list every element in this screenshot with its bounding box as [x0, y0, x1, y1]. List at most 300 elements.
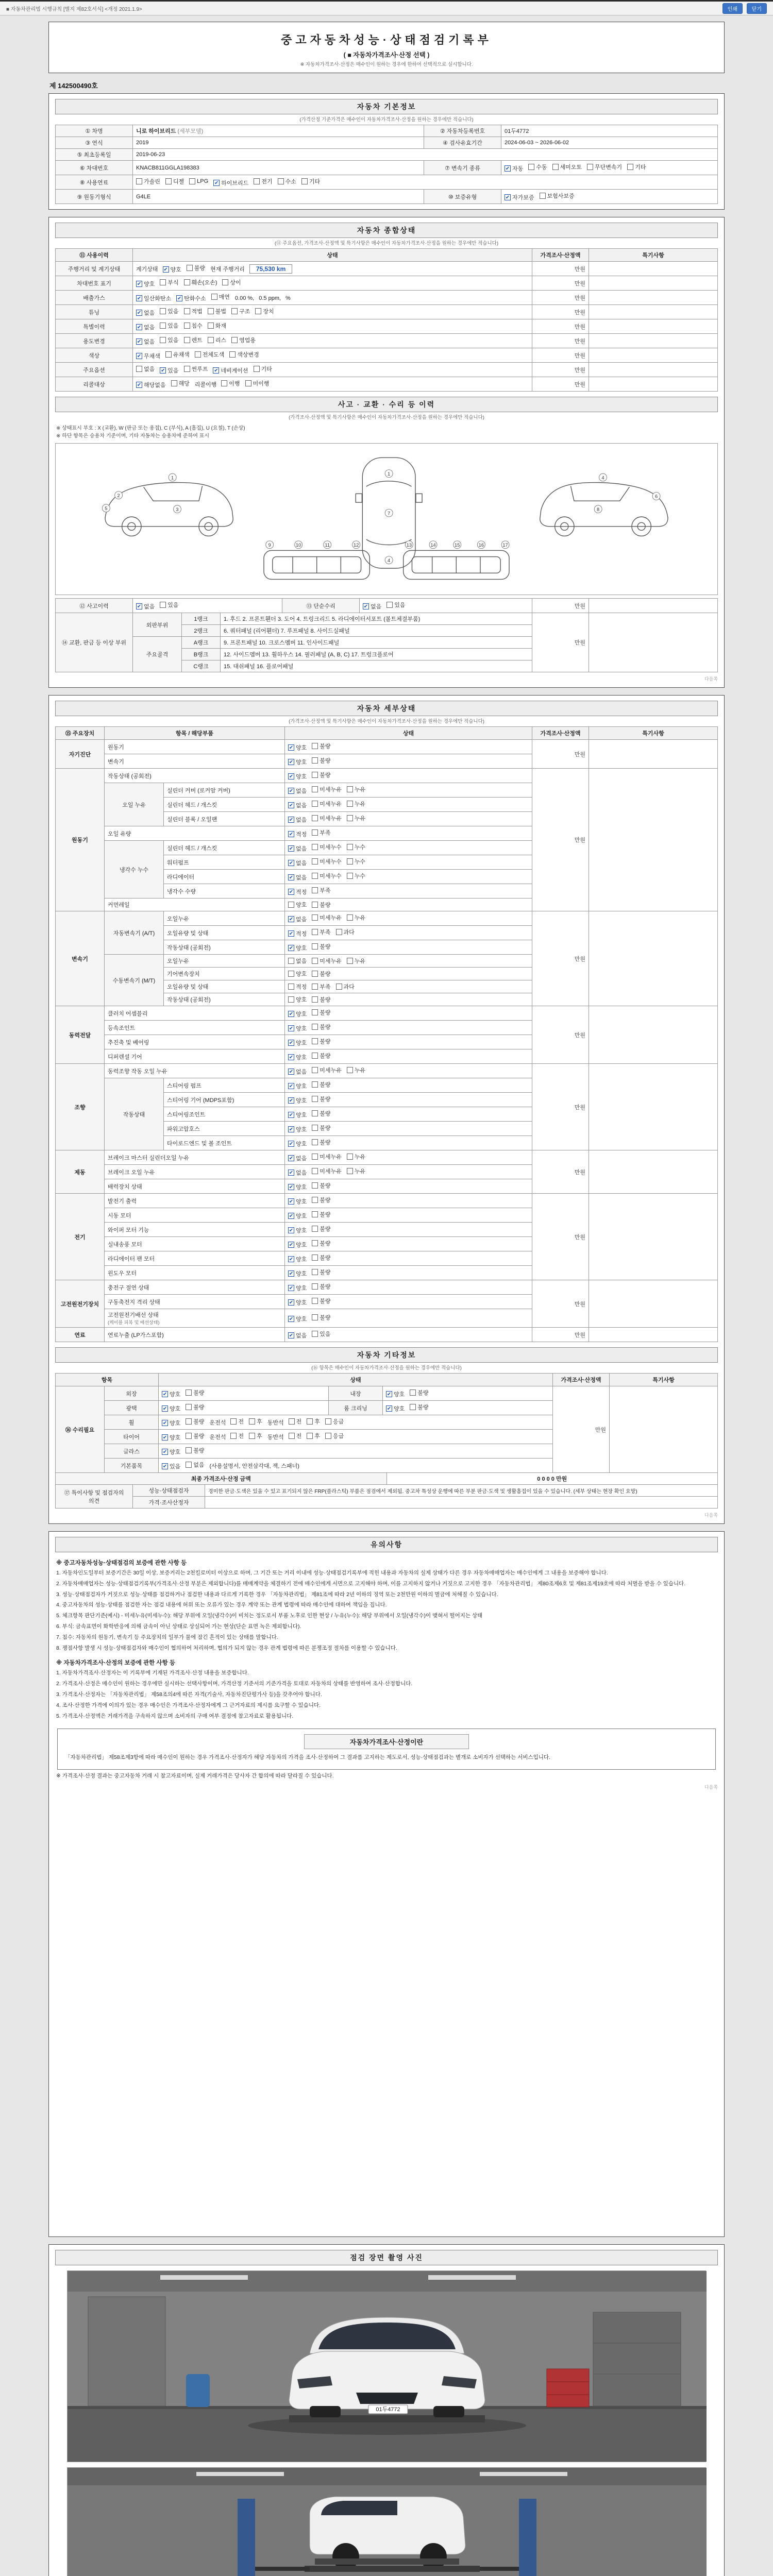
- status-cell: [285, 1295, 532, 1309]
- checkbox-option[interactable]: [312, 901, 330, 909]
- checkbox-option[interactable]: [347, 814, 365, 822]
- checkbox-icon: [386, 602, 393, 608]
- basic-info-section: [48, 93, 725, 210]
- checkbox-option[interactable]: [312, 857, 342, 866]
- checkbox-option[interactable]: [288, 830, 307, 838]
- checkbox-option[interactable]: [288, 1183, 307, 1191]
- checkbox-option[interactable]: [288, 1024, 307, 1032]
- table-row: [56, 149, 718, 161]
- checkbox-option[interactable]: [231, 307, 250, 315]
- table-header-row: [56, 1374, 718, 1386]
- remark-cell: [589, 769, 718, 911]
- checkbox-option[interactable]: [254, 177, 272, 185]
- checkbox-option[interactable]: [230, 1432, 244, 1440]
- checkbox-option[interactable]: [552, 163, 582, 171]
- checkbox-option[interactable]: [288, 859, 307, 867]
- checkbox-option[interactable]: [312, 1196, 330, 1204]
- checkbox-option[interactable]: [288, 816, 307, 824]
- checkbox-label: 양호: [296, 745, 307, 751]
- mileage-value: 75,530 km: [249, 264, 292, 274]
- status-cell: [133, 319, 532, 334]
- checkbox-option[interactable]: [288, 1241, 307, 1249]
- checkbox-label: 없음: [296, 846, 307, 852]
- checkbox-option[interactable]: [312, 1124, 330, 1132]
- checkbox-option[interactable]: [288, 995, 307, 1004]
- checkbox-option[interactable]: [312, 800, 342, 808]
- status-cell: [285, 1280, 532, 1295]
- first-reg-label: ⑤ 최초등록일: [56, 149, 133, 161]
- checkbox-option[interactable]: [386, 1390, 405, 1398]
- checkbox-option[interactable]: [288, 1212, 307, 1220]
- warranty-options: [501, 190, 718, 204]
- checkbox-icon: ✔: [137, 310, 142, 316]
- checkbox-icon: [312, 844, 318, 850]
- checkbox-label: 후: [314, 1433, 320, 1439]
- checkbox-option[interactable]: [312, 1210, 330, 1218]
- checkbox-option[interactable]: [312, 1153, 342, 1161]
- checkbox-icon: [255, 308, 261, 314]
- table-row: [56, 319, 718, 334]
- checkbox-option[interactable]: [301, 177, 320, 185]
- device-subgroup-label: 작동상태: [105, 1078, 164, 1150]
- checkbox-option[interactable]: [288, 873, 307, 882]
- checkbox-option[interactable]: [386, 601, 405, 609]
- checkbox-option[interactable]: [312, 942, 330, 951]
- checkbox-option[interactable]: [288, 1039, 307, 1047]
- checkbox-option[interactable]: [312, 957, 342, 965]
- status-cell: [285, 1150, 532, 1165]
- checkbox-label: 있음: [167, 602, 179, 608]
- checkbox-option[interactable]: [229, 350, 259, 359]
- checkbox-option[interactable]: [213, 366, 248, 375]
- section-title-notice: 유의사항: [55, 1537, 718, 1552]
- checkbox-option[interactable]: [136, 352, 160, 360]
- checkbox-option[interactable]: [288, 944, 307, 952]
- checkbox-option[interactable]: [312, 1095, 330, 1103]
- status-cell: [133, 305, 532, 319]
- checkbox-option[interactable]: [363, 602, 381, 611]
- notice-item: 8. 쟁점사항 발생 시 성능·상태점검자와 매수인이 협의하여 처리하며, 협의가 되지 않는 경우 관계 법령에 따른 분쟁조정 절차를 이용할 수 있습니다.: [56, 1645, 397, 1651]
- status-cell: [133, 334, 532, 348]
- checkbox-label: 양호: [296, 1055, 307, 1061]
- checkbox-option[interactable]: [347, 800, 365, 808]
- checkbox-label: 부족: [320, 888, 331, 894]
- checkbox-option[interactable]: [136, 337, 155, 346]
- checkbox-option[interactable]: [386, 1404, 405, 1413]
- checkbox-option[interactable]: [288, 1226, 307, 1234]
- checkbox-option[interactable]: [347, 913, 365, 922]
- checkbox-option[interactable]: [288, 982, 307, 991]
- checkbox-option[interactable]: [288, 1255, 307, 1263]
- device-item-label: 스티어링 기어 (MDPS포함): [164, 1093, 285, 1107]
- checkbox-option[interactable]: [312, 1167, 342, 1175]
- checkbox-option[interactable]: [136, 602, 155, 611]
- checkbox-option[interactable]: [278, 177, 296, 185]
- checkbox-option[interactable]: [288, 1154, 307, 1162]
- device-group-label: 전기: [56, 1194, 105, 1280]
- checkbox-option[interactable]: [325, 1417, 344, 1426]
- checkbox-label: 불량: [320, 1053, 331, 1059]
- checkbox-option[interactable]: [189, 178, 208, 184]
- checkbox-option[interactable]: [540, 192, 575, 200]
- checkbox-option[interactable]: [288, 1096, 307, 1105]
- checkbox-option[interactable]: [249, 1417, 262, 1426]
- checkbox-option[interactable]: [410, 1388, 428, 1397]
- checkbox-option[interactable]: [288, 1053, 307, 1061]
- checkbox-option[interactable]: [165, 177, 184, 185]
- checkbox-option[interactable]: [336, 928, 355, 936]
- checkbox-icon: [165, 178, 172, 184]
- checkbox-option[interactable]: [288, 1168, 307, 1177]
- checkbox-option[interactable]: [254, 365, 272, 373]
- overall-condition-table: [55, 248, 718, 392]
- checkbox-option[interactable]: [230, 1417, 244, 1426]
- usage-history-label: 주행거리 및 계기상태: [56, 262, 133, 276]
- checkbox-label: 부족: [320, 984, 331, 990]
- checkbox-label: 양호: [296, 1257, 307, 1263]
- checkbox-option[interactable]: [312, 1268, 330, 1276]
- checkbox-option[interactable]: [245, 379, 270, 387]
- checkbox-label: 응급: [332, 1433, 344, 1439]
- misc-item-label: 외장: [105, 1386, 159, 1401]
- checkbox-option[interactable]: [312, 1037, 330, 1045]
- checkbox-option[interactable]: [184, 278, 217, 286]
- checkbox-option[interactable]: [288, 1082, 307, 1090]
- checkbox-option[interactable]: [627, 163, 646, 171]
- checkbox-label: 자가보증: [512, 195, 534, 201]
- checkbox-option[interactable]: [187, 264, 205, 272]
- checkbox-option[interactable]: [347, 857, 365, 866]
- checkbox-option[interactable]: [312, 970, 330, 978]
- remark-cell: [589, 262, 718, 276]
- checkbox-option[interactable]: [289, 1417, 302, 1426]
- checkbox-option[interactable]: [160, 307, 178, 315]
- checkbox-label: 미세누유: [320, 1067, 342, 1074]
- checkbox-option[interactable]: [186, 1403, 204, 1411]
- checkbox-option[interactable]: [249, 1432, 262, 1440]
- checkbox-option[interactable]: [136, 280, 155, 288]
- checkbox-label: 미세누수: [320, 873, 342, 879]
- status-cell: [285, 1136, 532, 1150]
- checkbox-icon: [186, 1418, 192, 1425]
- usage-history-label: 차대번호 표기: [56, 276, 133, 291]
- checkbox-option[interactable]: [312, 886, 330, 894]
- checkbox-option[interactable]: [312, 1080, 330, 1089]
- checkbox-option[interactable]: [136, 381, 166, 389]
- checkbox-icon: [347, 801, 353, 807]
- checkbox-option[interactable]: [288, 844, 307, 853]
- checkbox-option[interactable]: [162, 1448, 180, 1456]
- checkbox-option[interactable]: [288, 1067, 307, 1076]
- checkbox-icon: [189, 178, 195, 184]
- checkbox-option[interactable]: [208, 307, 226, 315]
- checkbox-option[interactable]: [213, 179, 248, 187]
- remark-cell: [589, 348, 718, 363]
- checkbox-icon: [312, 1081, 318, 1088]
- print-button[interactable]: 인쇄: [722, 3, 743, 14]
- checkbox-option[interactable]: [312, 828, 330, 837]
- checkbox-icon: ✔: [162, 1420, 167, 1426]
- checkbox-option[interactable]: [160, 336, 178, 344]
- checkbox-icon: [249, 1433, 255, 1439]
- checkbox-option[interactable]: [288, 1140, 307, 1148]
- checkbox-option[interactable]: [312, 1008, 330, 1016]
- checkbox-label: 미이행: [253, 381, 270, 387]
- checkbox-option[interactable]: [162, 1433, 180, 1442]
- checkbox-icon: [312, 1240, 318, 1246]
- checkbox-option[interactable]: [312, 742, 330, 750]
- checkbox-option[interactable]: [288, 1284, 307, 1292]
- status-cell: [133, 291, 532, 305]
- checkbox-option[interactable]: [347, 1153, 365, 1161]
- checkbox-option[interactable]: [312, 1282, 330, 1291]
- checkbox-option[interactable]: [184, 307, 203, 315]
- checkbox-option[interactable]: [160, 601, 178, 609]
- checkbox-option[interactable]: [336, 982, 355, 991]
- checkbox-option[interactable]: [288, 1331, 307, 1340]
- checkbox-option[interactable]: [288, 1269, 307, 1278]
- checkbox-option[interactable]: [208, 321, 226, 330]
- checkbox-option[interactable]: [221, 379, 240, 387]
- checkbox-option[interactable]: [312, 1313, 330, 1321]
- checkbox-option[interactable]: [312, 814, 342, 822]
- checkbox-icon: [312, 1182, 318, 1189]
- checkbox-option[interactable]: [312, 1253, 330, 1262]
- checkbox-icon: ✔: [289, 759, 294, 765]
- close-button[interactable]: 닫기: [747, 3, 767, 14]
- checkbox-option[interactable]: [184, 336, 203, 344]
- checkbox-label: 응급: [332, 1419, 344, 1425]
- checkbox-label: 기타: [635, 164, 646, 171]
- checkbox-option[interactable]: [136, 309, 155, 317]
- checkbox-option[interactable]: [288, 1010, 307, 1018]
- checkbox-option[interactable]: [211, 293, 230, 301]
- document-header: [48, 22, 725, 73]
- checkbox-option[interactable]: [325, 1432, 344, 1440]
- checkbox-option[interactable]: [288, 801, 307, 809]
- checkbox-option[interactable]: [171, 379, 190, 387]
- checkbox-option[interactable]: [307, 1417, 320, 1426]
- checkbox-option[interactable]: [505, 164, 523, 173]
- checkbox-option[interactable]: [288, 1197, 307, 1206]
- device-group-label: 동력전달: [56, 1006, 105, 1064]
- checkbox-option[interactable]: [288, 758, 307, 766]
- checkbox-icon: [587, 164, 593, 170]
- simple-repair-options: [360, 599, 532, 613]
- col-price: 가격조사·산정액: [532, 249, 589, 262]
- checkbox-option[interactable]: [288, 901, 307, 909]
- checkbox-option[interactable]: [165, 350, 190, 359]
- checkbox-option[interactable]: [136, 365, 155, 373]
- notice-item: 3. 가격조사·산정자는 「자동차관리법」 제58조의4에 따른 자격(기술사, 자동차진단평가사 등)을 갖추어야 합니다.: [56, 1691, 322, 1698]
- checkbox-option[interactable]: [312, 1239, 330, 1247]
- checkbox-option[interactable]: [162, 1419, 180, 1427]
- checkbox-option[interactable]: [162, 1404, 180, 1413]
- status-cell: [285, 826, 532, 841]
- price-cell: 만원: [532, 911, 589, 1006]
- checkbox-option[interactable]: [312, 1023, 330, 1031]
- checkbox-label: 불량: [320, 743, 331, 750]
- checkbox-label: 없음: [193, 1462, 205, 1468]
- checkbox-option[interactable]: [312, 872, 342, 880]
- status-cell: [159, 1444, 553, 1459]
- usage-history-label: 색상: [56, 348, 133, 363]
- checkbox-option[interactable]: [186, 1446, 204, 1454]
- checkbox-option[interactable]: [186, 1417, 204, 1426]
- checkbox-option[interactable]: [505, 193, 534, 201]
- checkbox-option[interactable]: [288, 1111, 307, 1119]
- checkbox-label: 양호: [170, 267, 181, 273]
- checkbox-option[interactable]: [410, 1403, 428, 1411]
- checkbox-option[interactable]: [312, 1330, 330, 1338]
- checkbox-label: 적정: [296, 984, 307, 990]
- checkbox-option[interactable]: [176, 294, 206, 302]
- checkbox-option[interactable]: [587, 163, 622, 171]
- damage-code-legend: ※ 상태표시 부호 : X (교환), W (판금 또는 용접), C (부식), A (흠집), U (요철), T (손상) ※ 하단 항목은 승용차 기준이며, 기타 자동차는 승용차에 준하여 표시: [56, 426, 245, 439]
- checkbox-option[interactable]: [162, 1390, 180, 1398]
- checkbox-label: 누유: [354, 1067, 366, 1074]
- checkbox-icon: [278, 178, 284, 184]
- checkbox-option[interactable]: [347, 785, 365, 793]
- checkbox-option[interactable]: [347, 843, 365, 851]
- checkbox-option[interactable]: [288, 1298, 307, 1307]
- checkbox-option[interactable]: [289, 1432, 302, 1440]
- checkbox-option[interactable]: [307, 1432, 320, 1440]
- checkbox-option[interactable]: [312, 1138, 330, 1146]
- opinion-table: [55, 1484, 718, 1509]
- remark-cell: [589, 334, 718, 348]
- checkbox-icon: ✔: [289, 1242, 294, 1248]
- checkbox-option[interactable]: [163, 265, 181, 274]
- checkbox-label: 양호: [296, 1141, 307, 1147]
- checkbox-option[interactable]: [312, 843, 342, 851]
- checkbox-option[interactable]: [160, 366, 178, 375]
- remark-cell: [589, 1006, 718, 1064]
- checkbox-option[interactable]: [288, 743, 307, 752]
- checkbox-option[interactable]: [186, 1432, 204, 1440]
- checkbox-option[interactable]: [312, 995, 330, 1004]
- checkbox-icon: ✔: [177, 296, 182, 301]
- status-cell: [159, 1430, 553, 1444]
- checkbox-option[interactable]: [288, 957, 307, 965]
- checkbox-option[interactable]: [288, 772, 307, 781]
- checkbox-label: 디젤: [173, 179, 184, 185]
- notice-tail: ※ 가격조사·산정 결과는 중고자동차 거래 시 참고자료이며, 실제 거래가격은 당사자 간 합의에 따라 달라질 수 있습니다.: [56, 1773, 334, 1780]
- remark-cell: [589, 1328, 718, 1342]
- checkbox-option[interactable]: [186, 1461, 204, 1469]
- checkbox-label: 없음: [296, 917, 307, 923]
- col-remark: 특기사항: [589, 727, 718, 740]
- col-price: 가격조사·산정액: [553, 1374, 610, 1386]
- checkbox-icon: ✔: [162, 1464, 167, 1469]
- engine-type-value: G4LE: [133, 190, 424, 204]
- checkbox-option[interactable]: [312, 913, 342, 922]
- checkbox-icon: [347, 914, 353, 921]
- checkbox-option[interactable]: [528, 163, 547, 171]
- checkbox-option[interactable]: [288, 1315, 307, 1323]
- checkbox-icon: ✔: [289, 817, 294, 823]
- checkbox-label: 적법: [191, 309, 203, 315]
- checkbox-option[interactable]: [312, 1225, 330, 1233]
- checkbox-option[interactable]: [208, 336, 226, 344]
- checkbox-label: 미세누유: [320, 787, 342, 793]
- checkbox-option[interactable]: [160, 278, 178, 286]
- checkbox-option[interactable]: [312, 1297, 330, 1305]
- device-item-label: 와이퍼 모터 기능: [105, 1223, 285, 1237]
- checkbox-option[interactable]: [347, 872, 365, 880]
- checkbox-icon: [249, 1418, 255, 1425]
- checkbox-option[interactable]: [312, 928, 330, 936]
- status-cell: [285, 769, 532, 783]
- device-subgroup-label: 수동변속기 (M/T): [105, 955, 164, 1006]
- checkbox-option[interactable]: [312, 1109, 330, 1117]
- checkbox-option[interactable]: [136, 323, 155, 331]
- checkbox-option[interactable]: [186, 1388, 204, 1397]
- checkbox-icon: [208, 308, 214, 314]
- checkbox-option[interactable]: [312, 756, 330, 765]
- checkbox-label: 불량: [320, 1212, 331, 1218]
- inspector-label: 성능·상태점검자: [133, 1485, 205, 1497]
- misc-item-label: 기본품목: [105, 1459, 159, 1473]
- checkbox-icon: [186, 1433, 192, 1439]
- svg-text:12: 12: [354, 543, 359, 548]
- checkbox-option[interactable]: [288, 970, 307, 978]
- checkbox-option[interactable]: [288, 915, 307, 923]
- section-title-misc: 자동차 기타정보: [55, 1347, 718, 1363]
- checkbox-icon: ✔: [289, 803, 294, 808]
- col-state: 상태: [133, 249, 532, 262]
- price-cell: 만원: [532, 1150, 589, 1194]
- checkbox-label: 불량: [320, 1010, 331, 1016]
- checkbox-option[interactable]: [195, 350, 225, 359]
- checkbox-option[interactable]: [312, 1052, 330, 1060]
- checkbox-option[interactable]: [347, 1167, 365, 1175]
- checkbox-option[interactable]: [312, 1181, 330, 1190]
- checkbox-option[interactable]: [231, 336, 256, 344]
- form-reference: ■ 자동차관리법 시행규칙 [별지 제82호서식] <개정 2021.1.9>: [6, 6, 142, 12]
- checkbox-option[interactable]: [312, 771, 330, 779]
- device-item-label: 시동 모터: [105, 1208, 285, 1223]
- checkbox-option[interactable]: [136, 177, 160, 185]
- checkbox-option[interactable]: [312, 982, 330, 991]
- checkbox-option[interactable]: [288, 929, 307, 938]
- checkbox-option[interactable]: [288, 1125, 307, 1133]
- checkbox-label: 불량: [320, 997, 331, 1003]
- device-item-label: 변속기: [105, 754, 285, 769]
- checkbox-option[interactable]: [312, 1066, 342, 1074]
- checkbox-option[interactable]: [347, 1066, 365, 1074]
- checkbox-option[interactable]: [160, 321, 178, 330]
- checkbox-option[interactable]: [288, 787, 307, 795]
- table-row: [56, 1064, 718, 1078]
- checkbox-option[interactable]: [184, 321, 203, 330]
- checkbox-option[interactable]: [255, 307, 274, 315]
- checkbox-icon: ✔: [289, 1316, 294, 1322]
- checkbox-option[interactable]: [312, 785, 342, 793]
- checkbox-icon: ✔: [289, 1098, 294, 1104]
- checkbox-icon: [336, 984, 342, 990]
- checkbox-option[interactable]: [288, 888, 307, 896]
- checkbox-option[interactable]: [136, 294, 171, 302]
- checkbox-label: 양호: [296, 1011, 307, 1018]
- checkbox-icon: ✔: [289, 1156, 294, 1161]
- remark-cell: [589, 363, 718, 377]
- checkbox-option[interactable]: [162, 1462, 180, 1470]
- checkbox-option[interactable]: [184, 365, 208, 373]
- checkbox-icon: [254, 178, 260, 184]
- checkbox-option[interactable]: [347, 957, 365, 965]
- checkbox-option[interactable]: [222, 278, 241, 286]
